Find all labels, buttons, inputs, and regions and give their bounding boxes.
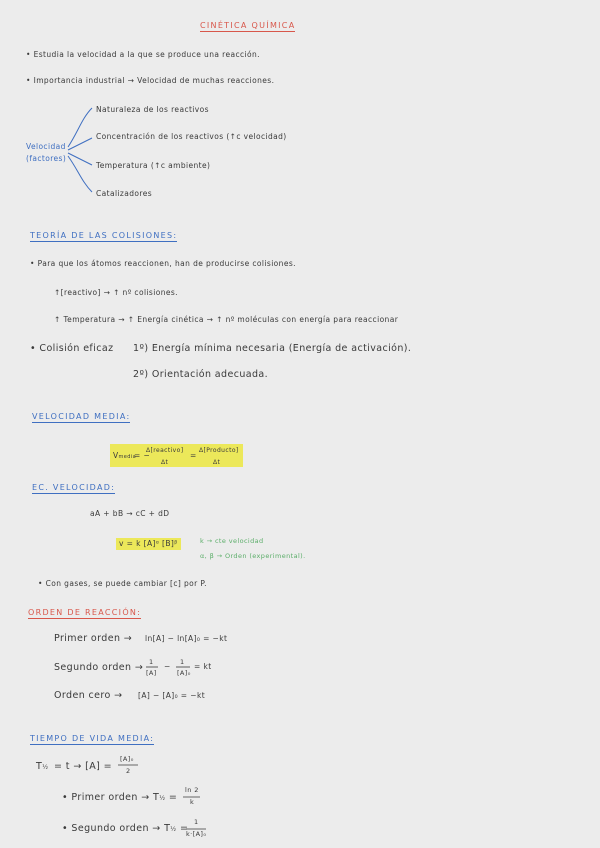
orden-2-label: Segundo orden →: [54, 662, 144, 673]
collisions-line-2: ↑[reactivo] → ↑ nº colisiones.: [54, 288, 178, 297]
orden-0-label: Orden cero →: [54, 690, 123, 701]
factor-brace: [68, 108, 92, 192]
vm-den2: Δt: [213, 459, 221, 466]
orden-2-minus: −: [164, 662, 171, 671]
section-heading-velocidad-media: VELOCIDAD MEDIA:: [32, 412, 131, 421]
half-life-first-order: • Primer orden → T½ =: [62, 792, 178, 803]
collisions-line-4b: 1º) Energía mínima necesaria (Energía de activación).: [133, 343, 412, 354]
rate-note-2: α, β → Orden (experimental).: [200, 552, 306, 560]
collisions-line-5: 2º) Orientación adecuada.: [133, 369, 269, 380]
orden-1-eq: ln[A] − ln[A]₀ = −kt: [145, 634, 228, 643]
orden-2-num1: 1: [149, 658, 154, 666]
half-life-num: [A]₀: [120, 755, 134, 763]
factor-item: Catalizadores: [96, 189, 153, 198]
s1-den: k: [190, 798, 195, 806]
section-heading-orden: ORDEN DE REACCIÓN:: [28, 608, 142, 617]
half-life-symbol: T½: [36, 761, 49, 772]
section-heading-collisions: TEORÍA DE LAS COLISIONES:: [30, 231, 178, 240]
orden-1-label: Primer orden →: [54, 633, 133, 644]
vm-den1: Δt: [161, 459, 169, 466]
orden-2-end: = kt: [194, 662, 212, 671]
factor-item: Naturaleza de los reactivos: [96, 105, 209, 114]
rate-note-1: k → cte velocidad: [200, 537, 264, 545]
collisions-line-1: • Para que los átomos reaccionen, han de producirse colisiones.: [30, 259, 296, 268]
half-life-second-order: • Segundo orden → T½ =: [62, 823, 189, 834]
factors-label-2: (factores): [26, 154, 67, 163]
orden-2-num2: 1: [180, 658, 185, 666]
vm-eq2: =: [190, 451, 197, 460]
reaction-equation: aA + bB → cC + dD: [90, 509, 170, 518]
collisions-line-3: ↑ Temperatura → ↑ Energía cinética → ↑ nº moléculas con energía para reaccionar: [54, 315, 399, 324]
rate-note-3: • Con gases, se puede cambiar [c] por P.: [38, 579, 207, 588]
factors-label-1: Velocidad: [26, 142, 66, 151]
page-title: CINÉTICA QUÍMICA: [200, 21, 296, 30]
orden-0-eq: [A] − [A]₀ = −kt: [138, 691, 206, 700]
rate-law: v = k [A]ᵅ [B]ᵝ: [116, 538, 181, 550]
vm-num2: Δ[Producto]: [199, 447, 239, 454]
factor-item: Temperatura (↑c ambiente): [96, 161, 211, 170]
collisions-line-4a: • Colisión eficaz: [30, 343, 114, 354]
section-heading-ec-velocidad: EC. VELOCIDAD:: [32, 483, 116, 492]
factor-item: Concentración de los reactivos (↑c velocidad): [96, 132, 287, 141]
vm-num1: Δ[reactivo]: [146, 447, 184, 454]
half-life-def: = t → [A] =: [54, 761, 112, 772]
half-life-den: 2: [126, 767, 131, 775]
s2-num: 1: [194, 818, 199, 826]
vm-eq: = −: [134, 451, 151, 460]
vm-symbol: Vmedia: [113, 451, 137, 460]
intro-line-2: • Importancia industrial → Velocidad de muchas reacciones.: [26, 76, 275, 85]
section-heading-vida-media: TIEMPO DE VIDA MEDIA:: [30, 734, 155, 743]
s1-num: ln 2: [185, 786, 199, 794]
orden-2-den1: [A]: [146, 669, 157, 677]
s2-den: k·[A]₀: [186, 830, 207, 838]
intro-line-1: • Estudia la velocidad a la que se produce una reacción.: [26, 50, 260, 59]
orden-2-den2: [A]₀: [177, 669, 191, 677]
